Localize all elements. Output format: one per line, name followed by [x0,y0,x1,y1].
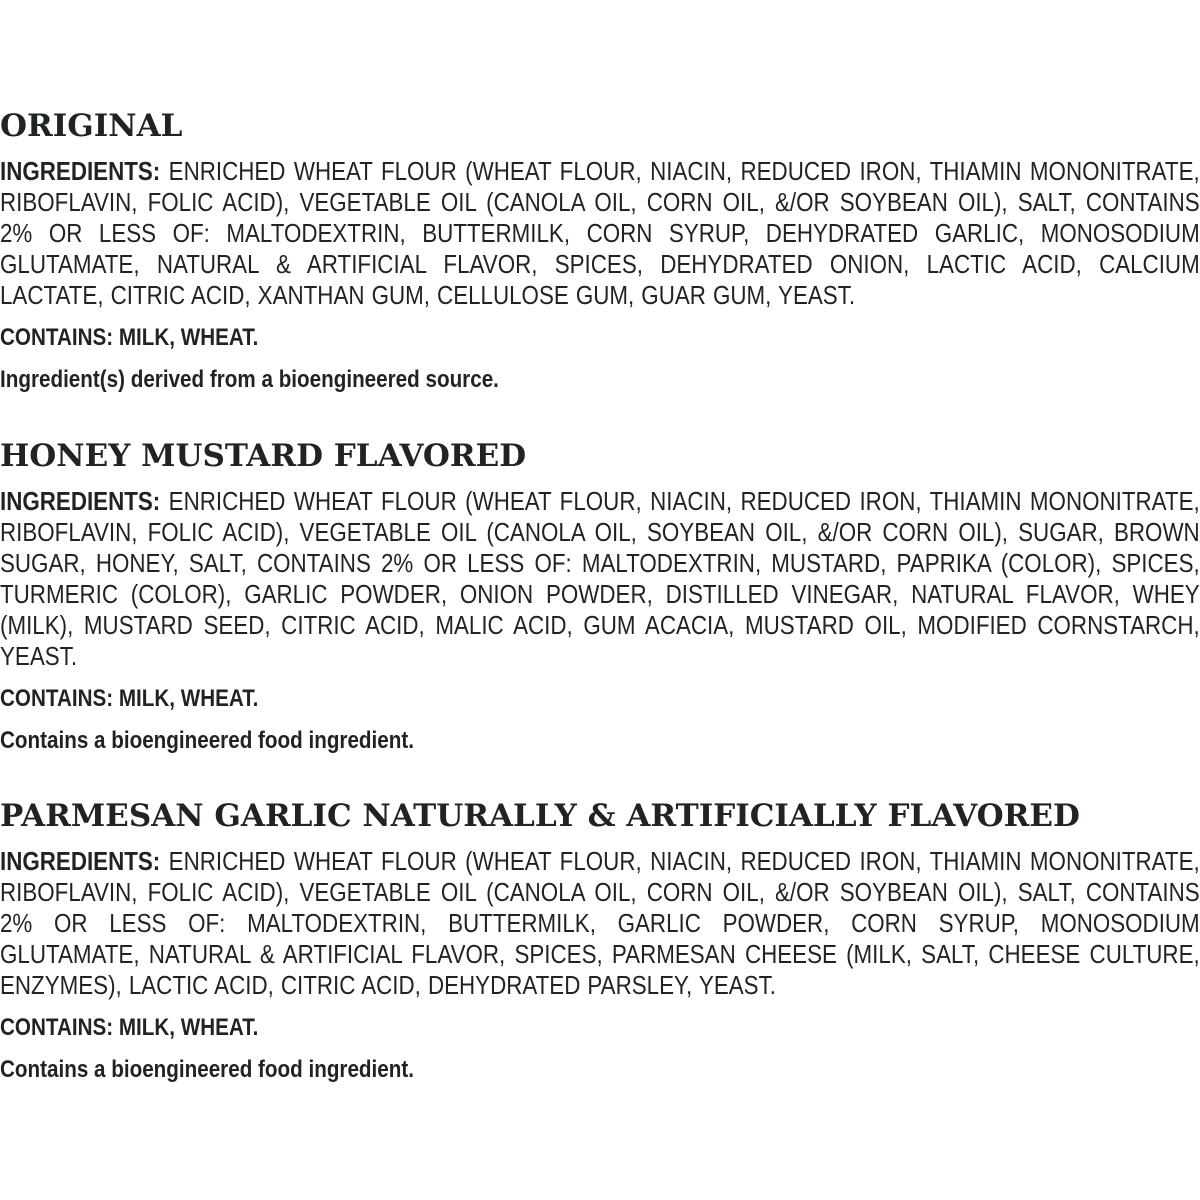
section-parmesan-garlic [0,796,1200,1085]
section-title: PARMESAN GARLIC NATURALLY & ARTIFICIALLY FLAVORED [0,798,1080,834]
ingredients-paragraph [0,486,1200,672]
allergen-statement: CONTAINS: MILK, WHEAT. [0,1014,259,1041]
ingredients-text: ENRICHED WHEAT FLOUR (WHEAT FLOUR, NIACIN, REDUCED IRON, THIAMIN MONONITRATE, RIBOFLAVIN, FOLIC ACID), VEGETABLE OIL (CANOLA OIL, CORN OIL, &/OR SOYBEAN OIL), SALT, CONTAINS 2% OR LESS OF: MALTODEXTRIN, BUTTERMILK, CORN SYRUP, DEHYDRATED GARLIC, MONOSODIUM GLUTAMATE, NATURAL & ARTIFICIAL FLAVOR, SPICES, DEHYDRATED ONION, LACTIC ACID, CALCIUM LACTATE, CITRIC ACID, XANTHAN GUM, CELLULOSE GUM, GUAR GUM, YEAST. [0,156,1200,310]
ingredients-paragraph [0,156,1200,311]
ingredients-label: INGREDIENTS: [0,486,161,516]
bioengineered-statement: Contains a bioengineered food ingredient. [0,1056,414,1083]
ingredients-label: INGREDIENTS: [0,156,161,186]
bioengineered-statement: Contains a bioengineered food ingredient. [0,727,414,754]
ingredients-label: INGREDIENTS: [0,846,161,876]
ingredients-text: ENRICHED WHEAT FLOUR (WHEAT FLOUR, NIACIN, REDUCED IRON, THIAMIN MONONITRATE, RIBOFLAVIN, FOLIC ACID), VEGETABLE OIL (CANOLA OIL, CORN OIL, &/OR SOYBEAN OIL), SALT, CONTAINS 2% OR LESS OF: MALTODEXTRIN, BUTTERMILK, GARLIC POWDER, CORN SYRUP, MONOSODIUM GLUTAMATE, NATURAL & ARTIFICIAL FLAVOR, SPICES, PARMESAN CHEESE (MILK, SALT, CHEESE CULTURE, ENZYMES), LACTIC ACID, CITRIC ACID, DEHYDRATED PARSLEY, YEAST. [0,846,1200,1000]
allergen-statement: CONTAINS: MILK, WHEAT. [0,685,259,712]
ingredients-text: ENRICHED WHEAT FLOUR (WHEAT FLOUR, NIACIN, REDUCED IRON, THIAMIN MONONITRATE, RIBOFLAVIN, FOLIC ACID), VEGETABLE OIL (CANOLA OIL, SOYBEAN OIL, &/OR CORN OIL), SUGAR, BROWN SUGAR, HONEY, SALT, CONTAINS 2% OR LESS OF: MALTODEXTRIN, MUSTARD, PAPRIKA (COLOR), SPICES, TURMERIC (COLOR), GARLIC POWDER, ONION POWDER, DISTILLED VINEGAR, NATURAL FLAVOR, WHEY (MILK), MUSTARD SEED, CITRIC ACID, MALIC ACID, GUM ACACIA, MUSTARD OIL, MODIFIED CORNSTARCH, YEAST. [0,486,1200,671]
section-title: ORIGINAL [0,108,183,144]
bioengineered-statement: Ingredient(s) derived from a bioengineered source. [0,366,499,393]
section-honey-mustard [0,436,1200,756]
section-original [0,106,1200,395]
allergen-statement: CONTAINS: MILK, WHEAT. [0,324,259,351]
section-title: HONEY MUSTARD FLAVORED [0,438,527,474]
ingredients-paragraph [0,846,1200,1001]
